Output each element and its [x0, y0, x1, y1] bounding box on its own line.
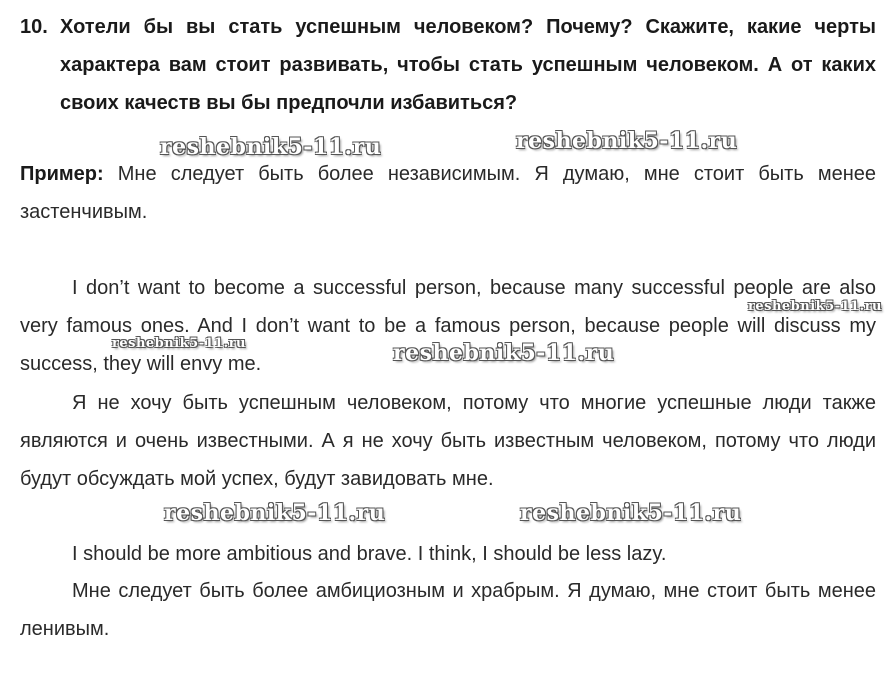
answer-russian-2 — [20, 572, 876, 648]
answer-english-2-text: I should be more ambitious and brave. I think, I should be less lazy. — [72, 543, 667, 565]
watermark: reshebnik5-11.ru — [516, 128, 738, 154]
answer-russian-2-text: Мне следует быть более амбициозным и храбрым. Я думаю, мне стоит быть менее ленивым. — [20, 580, 876, 640]
answer-english-1-text: I don’t want to become a successful person, because many successful people are also very famous ones. And I don’t want to be a famous person, because people will discuss my success, they will envy me. — [20, 277, 876, 375]
task-question: Хотели бы вы стать успешным человеком? Почему? Скажите, какие черты характера вам стоит развивать, чтобы стать успешным человеком. А от каких своих качеств вы бы предпочли избавиться? — [60, 16, 876, 114]
watermark: reshebnik5-11.ru — [112, 336, 247, 351]
watermark: reshebnik5-11.ru — [393, 340, 615, 366]
watermark: reshebnik5-11.ru — [748, 299, 883, 314]
answer-russian-1 — [20, 384, 876, 498]
watermark: reshebnik5-11.ru — [160, 134, 382, 160]
watermark: reshebnik5-11.ru — [520, 500, 742, 526]
answer-english-2 — [20, 535, 876, 573]
example-block — [20, 155, 876, 231]
example-text: Мне следует быть более независимым. Я думаю, мне стоит быть менее застенчивым. — [20, 163, 876, 223]
watermark: reshebnik5-11.ru — [164, 500, 386, 526]
answer-russian-1-text: Я не хочу быть успешным человеком, потому что многие успешные люди также являются и очень известными. А я не хочу быть известным человеком, потому что люди будут обсуждать мой успех, будут завидовать мне. — [20, 392, 876, 490]
example-label: Пример: — [20, 163, 104, 185]
task-block — [20, 8, 876, 122]
task-number: 10. — [20, 16, 48, 38]
